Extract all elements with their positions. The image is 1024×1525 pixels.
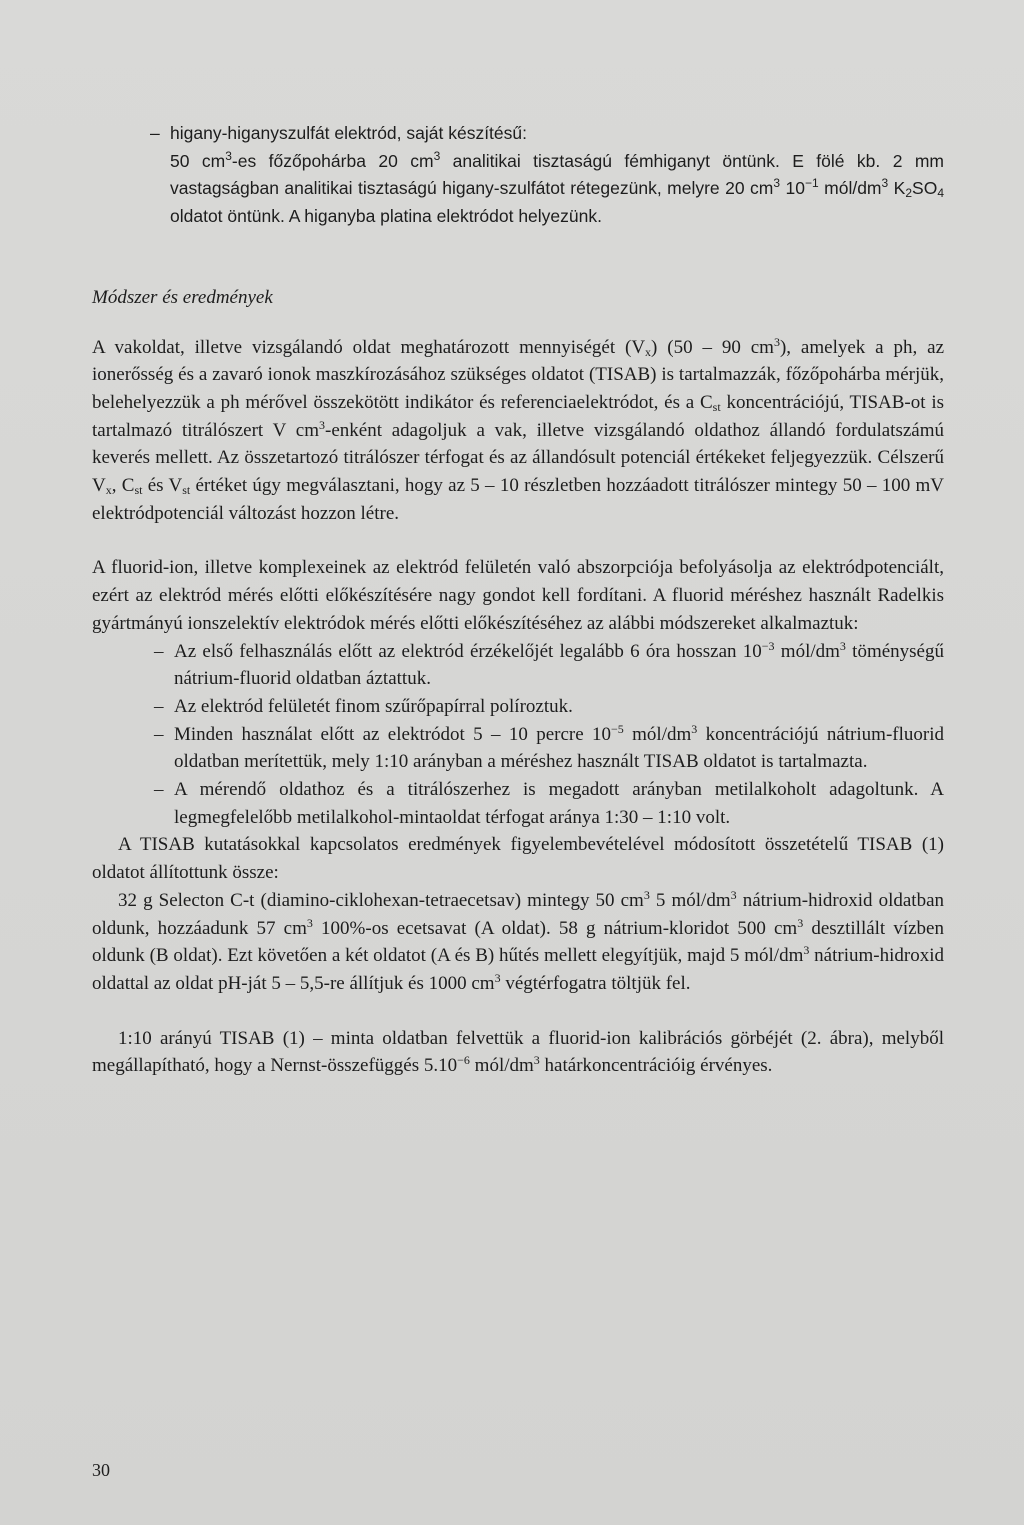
list-item: – Minden használat előtt az elektródot 5 – 10 percre $10^{-5}$ mól/$dm^3$ koncentrációjú nátrium-fluorid oldatban merítettük, mely 1:10 arányban a méréshez használt TISAB oldatot is tartalmazta. [154, 721, 944, 773]
electrode-title: higany-higanyszulfát elektród, saját készítésű: [170, 123, 527, 143]
electrode-preparation-text: 50 $cm^3-es$ főzőpohárba 20 $cm^3$ analitikai tisztaságú fémhiganyt öntünk. E fölé kb. 2 mm vastagságban analitikai tisztaságú higany-szulfátot rétegezünk, melyre 20 $cm^3$ $10^{-1}$ mól/$dm^3$ $K_2SO_4$ oldatot öntünk. A higanyba platina elektródot helyezünk. [170, 148, 944, 227]
list-item: – Az első felhasználás előtt az elektród érzékelőjét legalább 6 óra hosszan $10^{-3}$ mól/$dm^3$ töménységű nátrium-fluorid oldatban áztattuk. [154, 638, 944, 690]
list-item: – A mérendő oldathoz és a titrálószerhez is megadott arányban metilalkoholt adagoltunk. A legmegfelelőbb metilalkohol-mintaoldat térfogat aránya 1:30 – 1:10 volt. [154, 779, 944, 828]
paragraph-recipe: 32 g Selecton C-t (diamino-ciklohexan-tetraecetsav) mintegy 50 $cm^3$ 5 mól/$dm^3$ nátrium-hidroxid oldatban oldunk, hozzáadunk 57 $cm^3$ 100%-os ecetsavat (A oldat). 58 g nátrium-kloridot 500 $cm^3$ desztillált vízben oldunk (B oldat). Ezt követően a két oldatot (A és B) hűtés mellett elegyítjük, majd 5 mól/$dm^3$ nátrium-hidroxid oldattal az oldat pH-ját 5 – 5,5-re állítjuk és 1000 $cm^3$ végtérfogatra töltjük fel. [92, 887, 944, 994]
electrode-description [92, 120, 944, 231]
preparation-list [92, 638, 944, 832]
paragraph-fluoride: A fluorid-ion, illetve komplexeinek az elektród felületén való abszorpciója befolyásolja az elektródpotenciált, ezért az elektród mérés előtti előkészítésére nagy gondot kell fordítani. A fluorid méréshez használt Radelkis gyártmányú ionszelektív elektródok mérés előtti előkészítéséhez az alábbi módszereket alkalmaztuk: [92, 557, 944, 634]
paragraph-tisab: A TISAB kutatásokkal kapcsolatos eredmények figyelembevételével módosított összetételű TISAB (1) oldatot állítottunk össze: [92, 834, 944, 884]
section-heading: Módszer és eredmények [92, 286, 273, 308]
list-dash: – [150, 123, 160, 143]
paragraph-method: A vakoldat, illetve vizsgálandó oldat meghatározott mennyiségét $(V_x)$ (50 – 90 $cm^3$), amelyek a ph, az ionerősség és a zavaró ionok maszkírozásához szükséges oldatot (TISAB) is tartalmazzák, főzőpohárba mérjük, belehelyezzük a ph mérővel összekötött indikátor és referenciaelektródot, és a $C_{st}$ koncentrációjú, TISAB-ot is tartalmazó titrálószert V $cm^3$-enként adagoljuk a vak, illetve vizsgálandó oldathoz állandó fordulatszámú keverés mellett. Az összetartozó titrálószer térfogat és az állandósult potenciál értékeket feljegyezzük. Célszerű $V_x$, $C_{st}$ és $V_{st}$ értéket úgy megválasztani, hogy az 5 – 10 részletben hozzáadott titrálószer mintegy 50 – 100 mV elektródpotenciál változást hozzon létre. [92, 334, 945, 524]
page-content [92, 120, 944, 1080]
paragraph-calibration: 1:10 arányú TISAB (1) – minta oldatban felvettük a fluorid-ion kalibrációs görbéjét (2. ábra), melyből megállapítható, hogy a Nernst-összefüggés $5.10^{-6}$ mól/$dm^3$ határkoncentrációig érvényes. [92, 1027, 944, 1077]
page-number: 30 [92, 1460, 110, 1480]
list-item: – Az elektród felületét finom szűrőpapírral políroztuk. [154, 695, 573, 717]
